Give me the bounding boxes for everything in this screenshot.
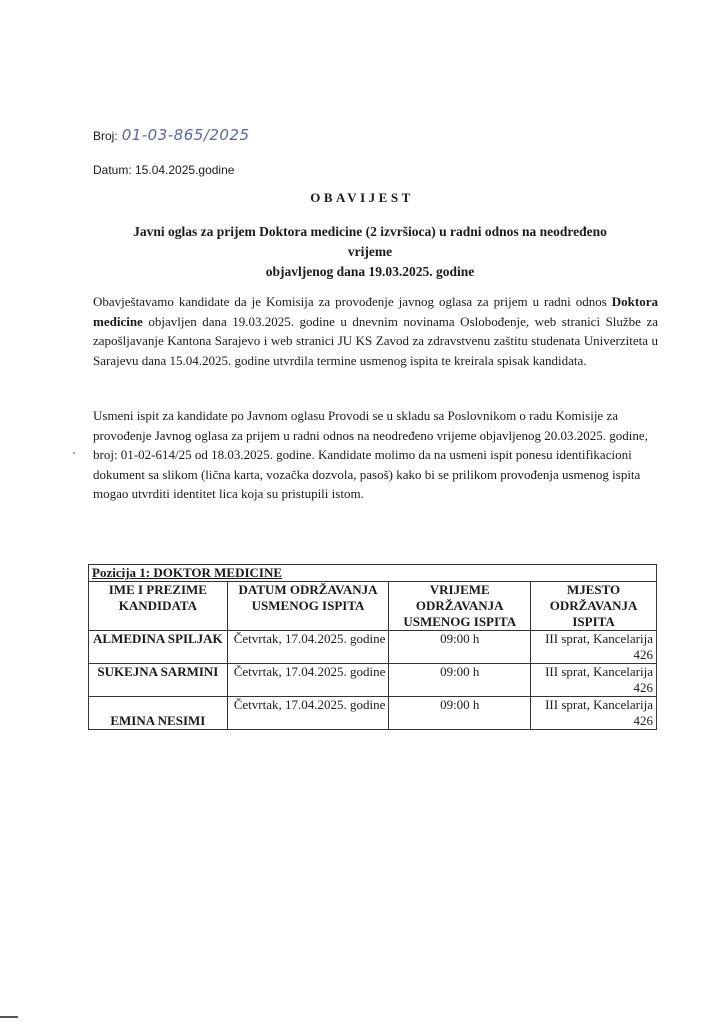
exam-date: Četvrtak, 17.04.2025. godine (227, 664, 389, 697)
scan-speck (73, 452, 75, 454)
document-number-handwritten: 01-03-865/2025 (121, 126, 250, 144)
page-subtitle (130, 222, 610, 282)
table-position-row (89, 565, 657, 582)
subtitle-line-1: Javni oglas za prijem Doktora medicine (2 izvršioca) u radni odnos na neodređeno vrijeme (133, 224, 607, 259)
header-name: IME I PREZIME KANDIDATA (89, 582, 228, 631)
exam-schedule-table (88, 564, 657, 730)
table-row (89, 631, 657, 664)
document-number-label: Broj: (93, 129, 118, 143)
table-row (89, 664, 657, 697)
candidate-name: ALMEDINA SPILJAK (89, 631, 228, 664)
subtitle-line-2: objavljenog dana 19.03.2025. godine (265, 264, 475, 279)
table-row (89, 697, 657, 730)
paragraph-1-intro: Obavještavamo kandidate da je Komisija za provođenje javnog oglasa za prijem u radni odnos (93, 294, 612, 309)
scan-edge-mark (0, 1016, 18, 1018)
header-time: VRIJEME ODRŽAVANJA USMENOG ISPITA (389, 582, 531, 631)
exam-time: 09:00 h (389, 664, 531, 697)
exam-date: Četvrtak, 17.04.2025. godine (227, 631, 389, 664)
notice-paragraph-1 (93, 292, 658, 370)
exam-place: III sprat, Kancelarija 426 (531, 631, 657, 664)
exam-time: 09:00 h (389, 631, 531, 664)
header-place: MJESTO ODRŽAVANJA ISPITA (531, 582, 657, 631)
candidate-name: EMINA NESIMI (89, 697, 228, 730)
document-number (93, 126, 250, 144)
header-date: DATUM ODRŽAVANJA USMENOG ISPITA (227, 582, 389, 631)
paragraph-1-bold: Doktora medicine (93, 294, 658, 329)
paragraph-1-rest: objavljen dana 19.03.2025. godine u dnevnim novinama Oslobođenje, web stranici Službe za zapošljavanje Kantona Sarajevo i web stranici JU KS Zavod za zdravstvenu zaštitu studenata Univerziteta u Sarajevu dana 15.04.2025. godine utvrdila termine usmenog ispita te kreirala spisak kandidata. (93, 313, 658, 368)
page-title: OBAVIJEST (310, 190, 414, 205)
position-title: Pozicija 1: DOKTOR MEDICINE (89, 565, 657, 582)
exam-place: III sprat, Kancelarija 426 (531, 697, 657, 730)
table-header-row (89, 582, 657, 631)
document-date: Datum: 15.04.2025.godine (93, 163, 235, 177)
candidate-name: SUKEJNA SARMINI (89, 664, 228, 697)
exam-date: Četvrtak, 17.04.2025. godine (227, 697, 389, 730)
exam-place: III sprat, Kancelarija 426 (531, 664, 657, 697)
exam-time: 09:00 h (389, 697, 531, 730)
notice-paragraph-2: Usmeni ispit za kandidate po Javnom oglasu Provodi se u skladu sa Poslovnikom o radu Komisije za provođenje Javnog oglasa za prijem u radni odnos na neodređeno vrijeme objavljenog 20.03.2025. godine, broj: 01-02-614/25 od 18.03.2025. godine. Kandidate molimo da na usmeni ispit ponesu identifikacioni dokument sa slikom (lična karta, vozačka dozvola, pasoš) kako bi se prilikom provođenja usmenog ispita mogao utvrditi identitet lica koja su pristupili istom. (93, 408, 648, 501)
